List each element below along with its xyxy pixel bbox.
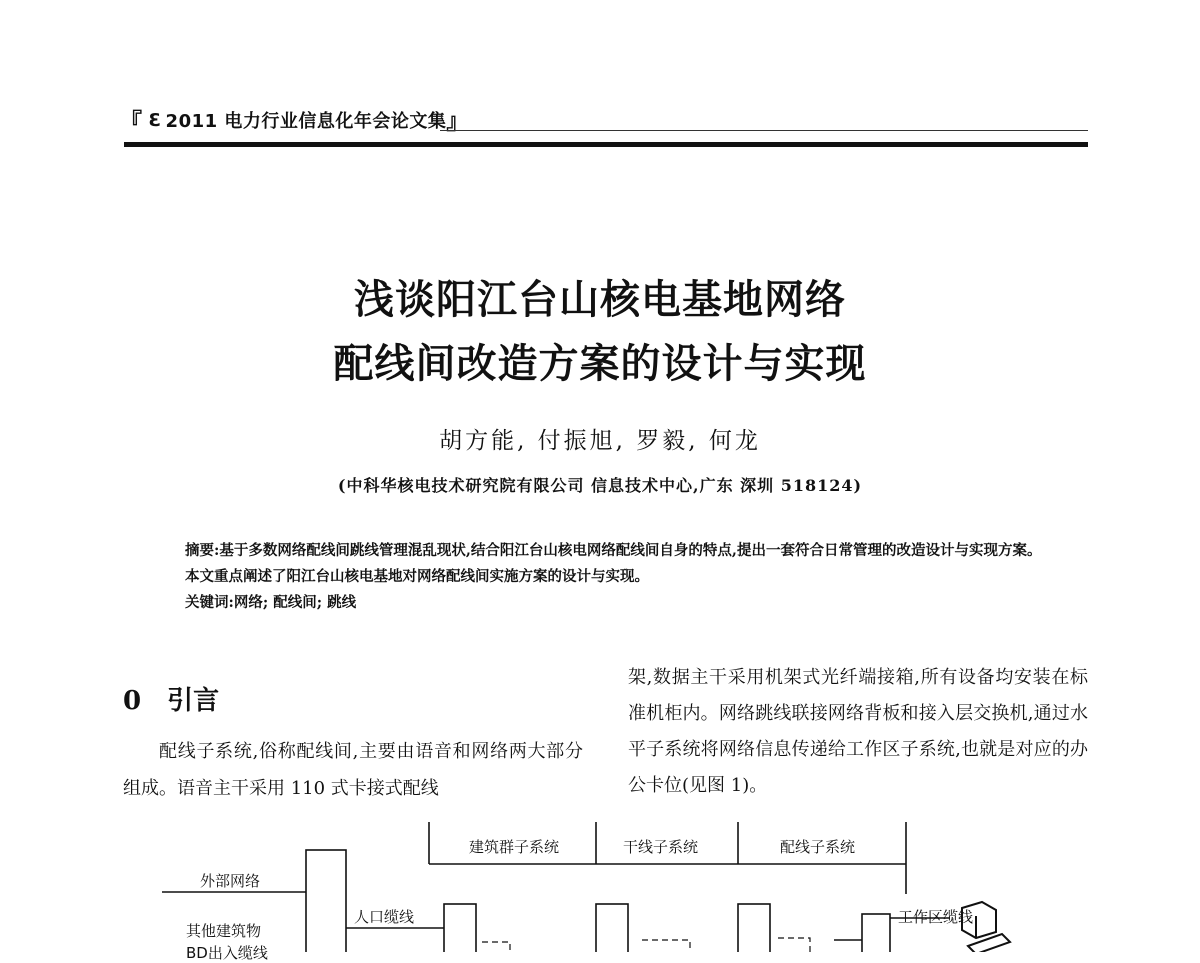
building-distributor-box — [444, 904, 476, 952]
header-left-bracket: 『 — [120, 109, 143, 135]
floor-distributor-box — [596, 904, 628, 952]
figure-1-diagram — [150, 816, 1050, 962]
body-left-column — [123, 733, 583, 807]
section-title: 引言 — [167, 686, 220, 716]
dashed-link-3 — [778, 938, 810, 952]
abstract-block — [185, 538, 1055, 616]
abstract-paragraph — [185, 538, 1055, 590]
wiring-diagram-svg — [150, 816, 1050, 952]
label-entrance-cable: 人口缆线 — [354, 908, 415, 926]
label-horizontal-subsystem: 配线子系统 — [780, 838, 856, 856]
abstract-text: 基于多数网络配线间跳线管理混乱现状,结合阳江台山核电网络配线间自身的特点,提出一套符合日常管理的改造设计与实现方案。本文重点阐述了阳江台山核电基地对网络配线间实施方案的设计与实现。 — [185, 542, 1042, 585]
label-bd-cable: BD出入缆线 — [186, 944, 268, 962]
outlet-box — [862, 914, 890, 952]
label-campus-subsystem: 建筑群子系统 — [469, 838, 560, 856]
body-paragraph-right: 架,数据主干采用机架式光纤端接箱,所有设备均安装在标准机柜内。网络跳线联接网络背板和接入层交换机,通过水平子系统将网络信息传递给工作区子系统,也就是对应的办公卡位(见图 1)。 — [628, 667, 1088, 796]
section-heading — [123, 680, 219, 717]
running-title: 2011 电力行业信息化年会论文集 — [165, 111, 447, 132]
telecom-room-box — [738, 904, 770, 952]
body-paragraph-left: 配线子系统,俗称配线间,主要由语音和网络两大部分组成。语音主干采用 110 式卡接式配线 — [123, 741, 583, 799]
affiliation: (中科华核电技术研究院有限公司 信息技术中心,广东 深圳 518124) — [337, 476, 863, 495]
paper-title-line-1: 浅谈阳江台山核电基地网络 — [354, 276, 846, 323]
label-other-buildings: 其他建筑物 — [186, 922, 262, 940]
label-backbone-subsystem: 干线子系统 — [623, 838, 699, 856]
authors: 胡方能, 付振旭, 罗毅, 何龙 — [439, 428, 761, 454]
publisher-logo-icon: Ɛ — [148, 109, 162, 131]
keywords-line — [185, 590, 1055, 616]
label-work-area-cable: 工作区缆线 — [898, 908, 974, 926]
label-external-network: 外部网络 — [200, 872, 261, 890]
dashed-link-1 — [482, 942, 510, 952]
header-thin-rule — [440, 130, 1088, 131]
running-header — [120, 103, 469, 137]
dashed-link-2 — [642, 940, 690, 952]
keywords-label: 关键词: — [185, 594, 234, 611]
body-right-column — [628, 660, 1088, 804]
keywords-text: 网络; 配线间; 跳线 — [233, 594, 357, 611]
header-thick-rule — [124, 142, 1088, 147]
campus-distributor-box — [306, 850, 346, 952]
section-number: 0 — [123, 686, 142, 716]
paper-title-line-2: 配线间改造方案的设计与实现 — [333, 340, 867, 387]
abstract-label: 摘要: — [185, 542, 220, 559]
header-right-bracket: 』 — [446, 109, 469, 135]
